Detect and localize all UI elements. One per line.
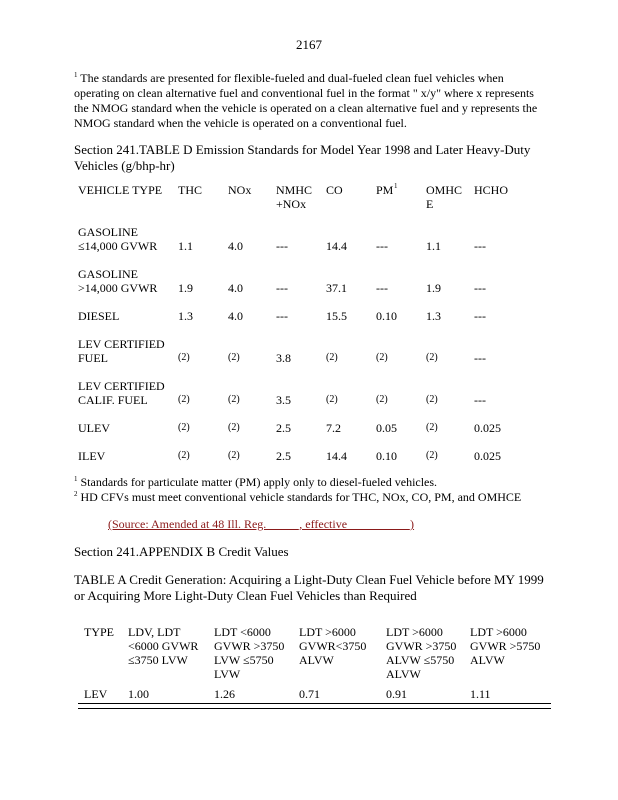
table-d-column-header: NMHC +NOx — [276, 183, 313, 211]
footnote-format — [74, 71, 544, 131]
table-d-cell: 1.1 — [178, 239, 193, 253]
page-number: 2167 — [296, 37, 322, 52]
footnote-text: HD CFVs must meet conventional vehicle standards for THC, NOx, CO, PM, and OMHCE — [77, 490, 522, 504]
table-d-cell: 1.9 — [426, 281, 441, 295]
table-d-row-label: GASOLINE ≤14,000 GVWR — [78, 225, 158, 253]
table-d-cell: 2.5 — [276, 421, 291, 435]
table-d-cell: --- — [376, 239, 388, 253]
table-d-cell: (2) — [228, 450, 240, 461]
table-d-row-label: LEV CERTIFIED FUEL — [78, 337, 165, 365]
table-d-cell: 0.10 — [376, 449, 397, 463]
table-d-cell: (2) — [426, 352, 438, 363]
source-note — [108, 517, 414, 532]
table-d-column-header: HCHO — [474, 183, 509, 197]
table-a-heading: TABLE A Credit Generation: Acquiring a Light-Duty Clean Fuel Vehicle before MY 1999 or Acquiring More Light-Duty Clean Fuel Vehicles than Required — [74, 572, 544, 603]
table-d-column-header: NOx — [228, 183, 252, 197]
table-a-column-header: LDT >6000 GVWR >3750 ALVW ≤5750 ALVW — [386, 625, 457, 681]
table-a-column-header: TYPE — [84, 625, 114, 639]
table-d-column-header: OMHC E — [426, 183, 463, 211]
appendix-heading: Section 241.APPENDIX B Credit Values — [74, 544, 289, 559]
table-d-cell: 0.025 — [474, 421, 501, 435]
table-a-column-header: LDT >6000 GVWR >5750 ALVW — [470, 625, 541, 667]
table-d-cell: (2) — [426, 394, 438, 405]
table-d-cell: 1.1 — [426, 239, 441, 253]
table-d-cell: 15.5 — [326, 309, 347, 323]
table-d-cell: (2) — [228, 422, 240, 433]
table-a-cell: 0.71 — [299, 687, 320, 701]
table-a-cell: LEV — [84, 687, 108, 701]
footnote-text: Standards for particulate matter (PM) apply only to diesel-fueled vehicles. — [77, 475, 438, 489]
table-d-cell: 4.0 — [228, 309, 243, 323]
table-d-footnote-1 — [74, 475, 554, 490]
table-a-cell: 1.11 — [470, 687, 491, 701]
table-d-cell: 4.0 — [228, 281, 243, 295]
table-d-cell: (2) — [426, 450, 438, 461]
table-d-cell: --- — [474, 281, 486, 295]
table-d-cell: (2) — [426, 422, 438, 433]
table-d-column-header: PM — [376, 183, 394, 197]
table-d-cell: 4.0 — [228, 239, 243, 253]
table-d-column-header: CO — [326, 183, 343, 197]
table-d-row-label: ILEV — [78, 449, 106, 463]
table-a-column-header: LDT >6000 GVWR<3750 ALVW — [299, 625, 367, 667]
table-d-cell: 0.05 — [376, 421, 397, 435]
table-d-cell: --- — [376, 281, 388, 295]
table-d-footnote-2 — [74, 490, 554, 505]
table-d-row-label: DIESEL — [78, 309, 120, 323]
table-a-column-header: LDV, LDT <6000 GVWR ≤3750 LVW — [128, 625, 199, 667]
table-a-cell: 1.26 — [214, 687, 235, 701]
table-d-cell: 2.5 — [276, 449, 291, 463]
footnote-text: The standards are presented for flexible-fueled and dual-fueled clean fuel vehicles when operating on clean alternative fuel and conventional fuel in the format " x/y" where x represents the NMOG standard when the vehicle is operated on a clean alternative fuel and y represents the NMOG standard when the vehicle is operated on a conventional fuel. — [74, 71, 538, 130]
table-d-cell: --- — [276, 239, 288, 253]
table-d-cell: 1.9 — [178, 281, 193, 295]
table-d-cell: (2) — [178, 450, 190, 461]
table-d-cell: --- — [276, 309, 288, 323]
source-text: (Source: Amended at 48 Ill. Reg. _____, effective __________) — [108, 517, 415, 531]
table-d-row-label: GASOLINE >14,000 GVWR — [78, 267, 158, 295]
table-d-cell: (2) — [376, 352, 388, 363]
table-d-cell: (2) — [326, 394, 338, 405]
table-d-cell: --- — [276, 281, 288, 295]
table-a-column-header: LDT <6000 GVWR >3750 LVW ≤5750 LVW — [214, 625, 285, 681]
table-d-cell: --- — [474, 351, 486, 365]
table-d-cell: 7.2 — [326, 421, 341, 435]
table-d-cell: 14.4 — [326, 449, 347, 463]
table-a-bottom-rule — [78, 708, 551, 709]
table-a-cell: 0.91 — [386, 687, 407, 701]
table-d-heading: Section 241.TABLE D Emission Standards for Model Year 1998 and Later Heavy-Duty Vehicles (g/bhp-hr) — [74, 142, 531, 173]
table-d-cell: (2) — [178, 394, 190, 405]
table-d-cell: (2) — [326, 352, 338, 363]
table-d-cell: 1.3 — [426, 309, 441, 323]
table-d-cell: 3.8 — [276, 351, 291, 365]
table-a-cell: 1.00 — [128, 687, 149, 701]
footnote-marker: 2 — [74, 490, 78, 498]
table-d-column-header: VEHICLE TYPE — [78, 183, 163, 197]
footnote-marker: 1 — [74, 475, 78, 483]
table-d-cell: 1.3 — [178, 309, 193, 323]
table-d-cell: (2) — [178, 352, 190, 363]
table-d-column-header: THC — [178, 183, 202, 197]
table-d-cell: (2) — [228, 394, 240, 405]
footnote-marker: 1 — [74, 71, 78, 79]
table-d-cell: 0.025 — [474, 449, 501, 463]
table-d-row-label: LEV CERTIFIED CALIF. FUEL — [78, 379, 165, 407]
table-d-cell: 0.10 — [376, 309, 397, 323]
table-d-cell: 37.1 — [326, 281, 347, 295]
table-d-cell: (2) — [178, 422, 190, 433]
table-d-cell: --- — [474, 393, 486, 407]
table-a-bottom-rule — [78, 703, 551, 704]
table-d-cell: (2) — [228, 352, 240, 363]
table-d-cell: --- — [474, 239, 486, 253]
table-d-cell: 14.4 — [326, 239, 347, 253]
table-d-cell: --- — [474, 309, 486, 323]
table-d-cell: 3.5 — [276, 393, 291, 407]
table-d-cell: (2) — [376, 394, 388, 405]
table-d-row-label: ULEV — [78, 421, 110, 435]
